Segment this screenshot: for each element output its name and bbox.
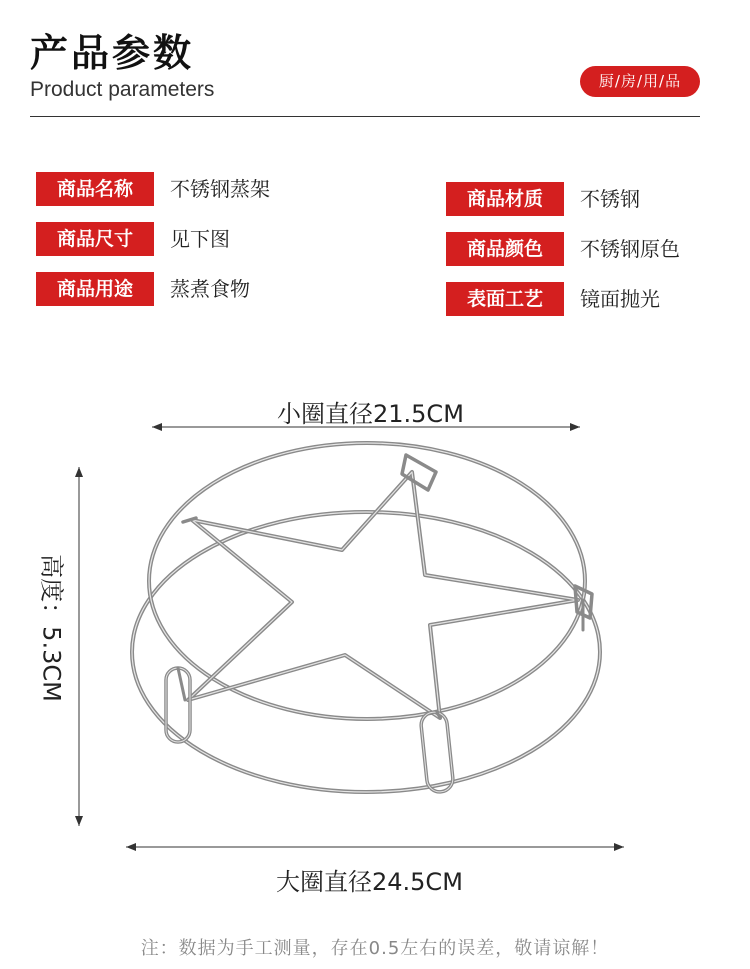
- param-label: 商品用途: [36, 272, 154, 306]
- small-ring-label: 小圈直径21.5CM: [277, 400, 464, 428]
- category-badge: 厨/房/用/品: [580, 66, 700, 97]
- param-label: 商品颜色: [446, 232, 564, 266]
- steamer-rack-image: [132, 443, 600, 793]
- page-subtitle: Product parameters: [30, 78, 215, 101]
- param-value: 见下图: [170, 227, 230, 251]
- height-label: 高度：5.3CM: [37, 554, 66, 702]
- param-value: 不锈钢蒸架: [170, 177, 270, 201]
- param-label: 表面工艺: [446, 282, 564, 316]
- large-ring-label: 大圈直径24.5CM: [276, 868, 463, 896]
- param-value: 蒸煮食物: [170, 277, 250, 301]
- measurement-note: 注：数据为手工测量，存在0.5左右的误差，敬请谅解！: [140, 938, 610, 959]
- page-title: 产品参数: [30, 31, 195, 75]
- height-dimension-line: [75, 467, 83, 826]
- large-ring-dimension-line: [126, 843, 624, 851]
- param-label: 商品材质: [446, 182, 564, 216]
- param-value: 不锈钢: [580, 187, 640, 211]
- param-label: 商品名称: [36, 172, 154, 206]
- param-label: 商品尺寸: [36, 222, 154, 256]
- param-value: 镜面抛光: [580, 287, 660, 311]
- param-value: 不锈钢原色: [580, 237, 680, 261]
